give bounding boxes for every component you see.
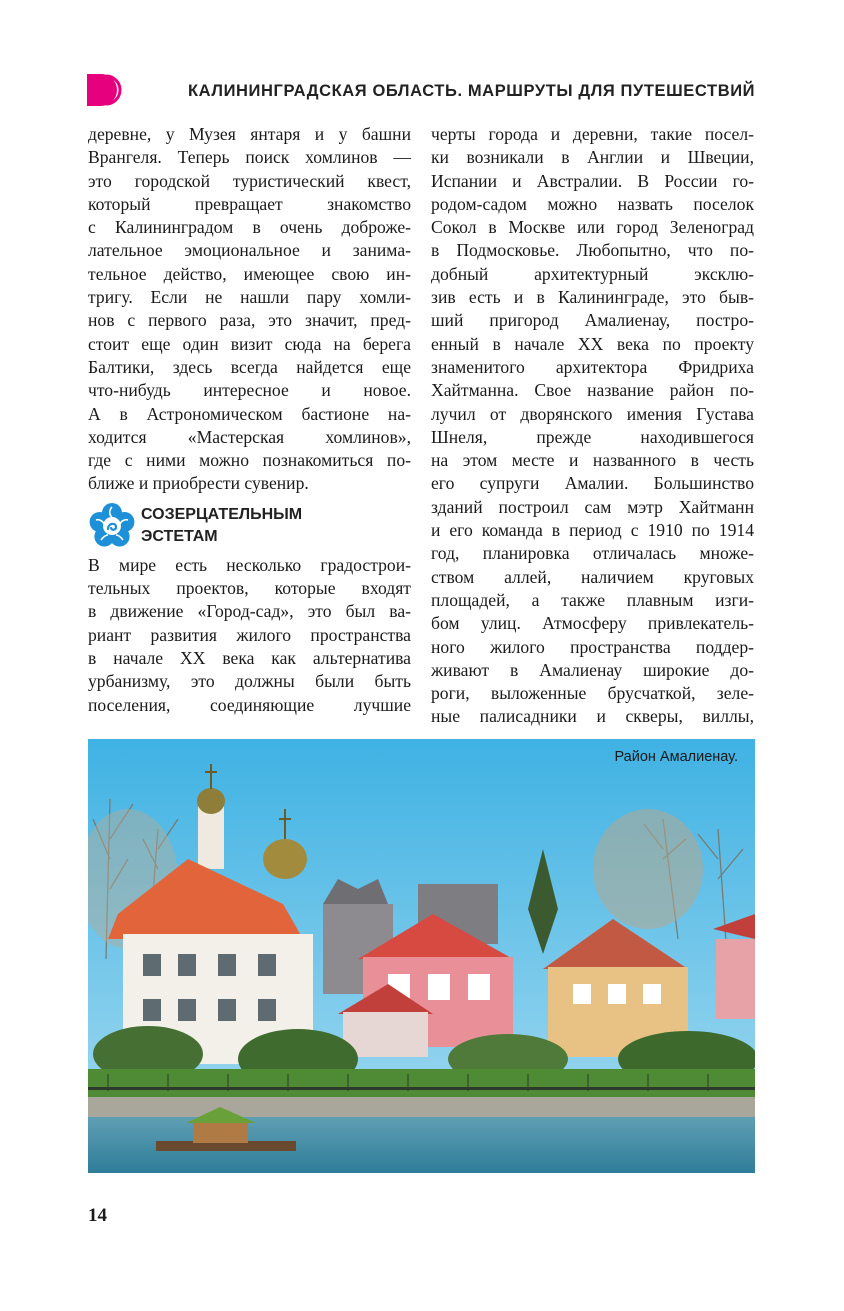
text-line: Врангеля. Теперь поиск хомлинов — bbox=[88, 147, 411, 168]
text-line: и его команда в период с 1910 по 1914 bbox=[431, 520, 754, 541]
right-column bbox=[431, 123, 754, 729]
text-line: тригу. Если не нашли пару хомли- bbox=[88, 287, 411, 308]
section-title-line: СОЗЕРЦАТЕЛЬНЫМ bbox=[141, 505, 303, 523]
text-line: В мире есть несколько градострои- bbox=[88, 554, 411, 575]
text-line: тельное действо, имеющее свою ин- bbox=[88, 263, 411, 284]
text-line: добный архитектурный эксклю- bbox=[431, 263, 754, 284]
text-line: тельных проектов, которые входят bbox=[88, 578, 411, 599]
text-line: Сокол в Москве или город Зеленоград bbox=[431, 217, 754, 238]
text-line: енный в начале ХХ века по проекту bbox=[431, 333, 754, 354]
flower-icon bbox=[88, 502, 136, 550]
section-title bbox=[141, 504, 302, 548]
text-line: в Подмосковье. Любопытно, что по- bbox=[431, 240, 754, 261]
section-title-line: ЭСТЕТАМ bbox=[141, 527, 218, 545]
text-line: урбанизму, это должны были быть bbox=[88, 671, 411, 692]
text-line: А в Астрономическом бастионе на- bbox=[88, 403, 411, 424]
paragraph-garden-city bbox=[88, 554, 411, 717]
text-line: год, планировка отличалась множе- bbox=[431, 543, 754, 564]
text-line: нов с первого раза, это значит, пред- bbox=[88, 310, 411, 331]
text-line: что-нибудь интересное и новое. bbox=[88, 380, 411, 401]
text-line: в начале ХХ века как альтернатива bbox=[88, 647, 411, 668]
page-number: 14 bbox=[88, 1205, 107, 1226]
text-line: площадей, а также плавным изги- bbox=[431, 589, 754, 610]
amalienau-photo bbox=[88, 739, 755, 1173]
text-line: бом улиц. Атмосферу привлекатель- bbox=[431, 613, 754, 634]
text-line: в движение «Город-сад», это был ва- bbox=[88, 601, 411, 622]
chevron-logo-icon bbox=[87, 74, 125, 106]
text-line: на этом месте и названного в честь bbox=[431, 450, 754, 471]
text-line: ки возникали в Англии и Швеции, bbox=[431, 147, 754, 168]
text-line: ший пригород Амалиенау, постро- bbox=[431, 310, 754, 331]
text-line: ные палисадники и скверы, виллы, bbox=[431, 706, 754, 727]
text-line: лучил от дворянского имения Густава bbox=[431, 403, 754, 424]
photo-caption: Район Амалиенау. bbox=[614, 749, 738, 765]
text-line: Испании и Австралии. В России го- bbox=[431, 170, 754, 191]
text-line: черты города и деревни, такие посел- bbox=[431, 124, 754, 144]
text-line: лательное эмоциональное и занима- bbox=[88, 240, 411, 261]
text-line: родом-садом можно назвать поселок bbox=[431, 193, 754, 214]
text-line: ством аллей, наличием круговых bbox=[431, 566, 754, 587]
text-line: зив есть и в Калининграде, это быв- bbox=[431, 287, 754, 308]
text-line: знаменитого архитектора Фридриха bbox=[431, 356, 754, 377]
text-line: роги, выложенные брусчаткой, зеле- bbox=[431, 683, 754, 704]
paragraph-homlins bbox=[88, 123, 411, 496]
text-line: зданий построил сам мэтр Хайтманн bbox=[431, 496, 754, 517]
text-line: Шнеля, прежде находившегося bbox=[431, 426, 754, 447]
text-line: деревне, у Музея янтаря и у башни bbox=[88, 124, 411, 144]
text-line: ходится «Мастерская хомлинов», bbox=[88, 426, 411, 447]
text-line: стоит еще один визит сюда на берега bbox=[88, 333, 411, 354]
text-line: риант развития жилого пространства bbox=[88, 624, 411, 645]
running-header: КАЛИНИНГРАДСКАЯ ОБЛАСТЬ. МАРШРУТЫ ДЛЯ ПУТЕШЕСТВИЙ bbox=[188, 82, 756, 100]
text-line: поселения, соединяющие лучшие bbox=[88, 694, 411, 715]
text-line: ного жилого пространства поддер- bbox=[431, 636, 754, 657]
text-line: это городской туристический квест, bbox=[88, 170, 411, 191]
text-line: ближе и приобрести сувенир. bbox=[88, 473, 309, 494]
text-line: Хайтманна. Свое название район по- bbox=[431, 380, 754, 401]
text-line: который превращает знакомство bbox=[88, 193, 411, 214]
text-line: Балтики, здесь всегда найдется еще bbox=[88, 356, 411, 377]
text-line: с Калининградом в очень доброже- bbox=[88, 217, 411, 238]
text-line: где с ними можно познакомиться по- bbox=[88, 450, 411, 471]
text-line: его супруги Амалии. Большинство bbox=[431, 473, 754, 494]
section-heading bbox=[88, 502, 411, 551]
text-line: живают в Амалиенау широкие до- bbox=[431, 659, 754, 680]
left-column bbox=[88, 123, 411, 717]
